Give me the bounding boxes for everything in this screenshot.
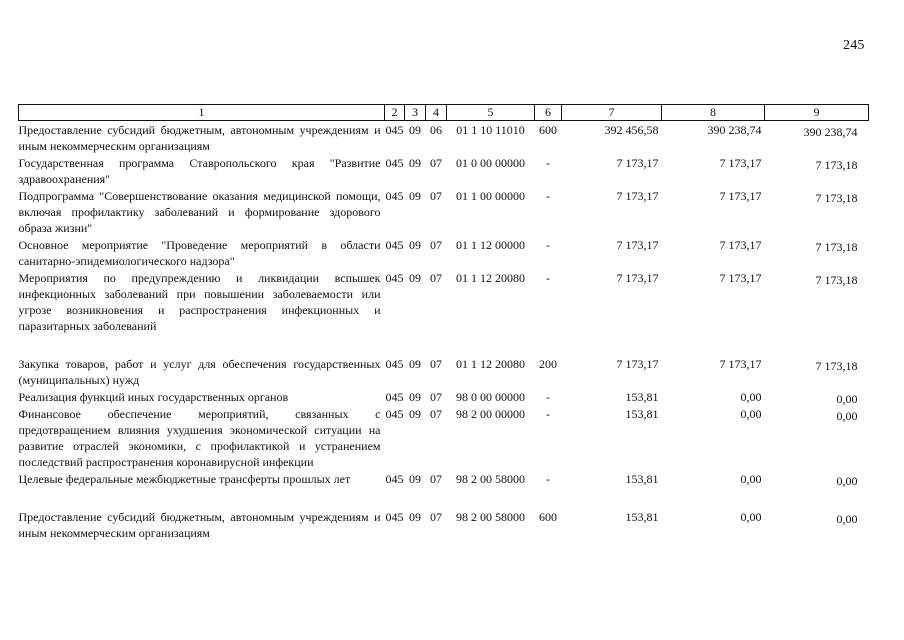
row-csr: 01 1 12 20080	[456, 357, 525, 371]
row-name: Мероприятия по предупреждению и ликвидации вспышек инфекционных заболеваний при повышении заболеваемости или угрозе возникновения и распространения инфекционных и паразитарных заболеваний	[18, 271, 381, 333]
row-col9-value: 7 173,18	[815, 240, 858, 254]
row-name: Государственная программа Ставропольского края "Развитие здравоохранения"	[18, 156, 381, 186]
row-vr: 200	[539, 357, 557, 371]
row-rz: 09	[409, 271, 421, 285]
row-csr: 98 2 00 58000	[456, 472, 525, 486]
row-csr: 01 0 00 00000	[456, 156, 525, 170]
row-pr: 07	[430, 271, 442, 285]
row-pr: 07	[430, 407, 442, 421]
row-name: Финансовое обеспечение мероприятий, связанных с предотвращением влияния ухудшения экономической ситуации на развитие отраслей экономики, с профилактикой и устранением последствий распространения коронавирусной инфекции	[18, 407, 381, 469]
row-col9-value: 0,00	[836, 512, 858, 526]
row-rz: 09	[409, 472, 421, 486]
row-csr: 98 0 00 00000	[456, 390, 525, 404]
row-name: Подпрограмма "Совершенствование оказания медицинской помощи, включая профилактику заболеваний и формирование здорового образа жизни"	[18, 189, 381, 235]
row-csr: 01 1 00 00000	[456, 189, 525, 203]
row-col8: 7 173,17	[719, 357, 762, 371]
row-pr: 07	[430, 156, 442, 170]
row-gr: 045	[385, 390, 404, 404]
row-vr: 600	[539, 510, 557, 524]
table-row	[19, 508, 869, 541]
row-rz: 09	[409, 390, 421, 404]
row-col9-value: 0,00	[836, 392, 858, 406]
row-vr: -	[546, 390, 550, 404]
row-col9	[765, 355, 869, 388]
budget-table	[18, 104, 869, 541]
row-col9-value: 0,00	[836, 474, 858, 488]
table-row	[19, 121, 869, 155]
row-col9	[765, 154, 869, 187]
row-col8: 7 173,17	[719, 238, 762, 252]
row-csr: 98 2 00 58000	[456, 510, 525, 524]
header-cell: 4	[426, 105, 447, 121]
row-col7: 7 173,17	[616, 156, 659, 170]
row-col9-value: 7 173,18	[815, 359, 858, 373]
row-pr: 07	[430, 510, 442, 524]
row-col8: 0,00	[740, 390, 762, 404]
header-cell: 7	[562, 105, 662, 121]
row-vr: -	[546, 238, 550, 252]
table-row	[19, 405, 869, 470]
row-col9	[765, 121, 869, 155]
row-col9	[765, 269, 869, 334]
spacer-row	[19, 334, 869, 355]
row-name: Основное мероприятие "Проведение мероприятий в области санитарно-эпидемиологического надзора"	[18, 238, 381, 268]
row-csr: 01 1 12 00000	[456, 238, 525, 252]
row-gr: 045	[385, 189, 404, 203]
row-gr: 045	[385, 472, 404, 486]
row-vr: -	[546, 189, 550, 203]
row-col8: 7 173,17	[719, 271, 762, 285]
row-name: Предоставление субсидий бюджетным, автономным учреждениям и иным некоммерческим организациям	[18, 123, 381, 153]
spacer-cell	[19, 487, 869, 508]
row-pr: 07	[430, 189, 442, 203]
row-col7: 153,81	[625, 407, 659, 421]
row-rz: 09	[409, 407, 421, 421]
row-name: Закупка товаров, работ и услуг для обеспечения государственных (муниципальных) нужд	[18, 357, 381, 387]
row-col9-value: 7 173,18	[815, 273, 858, 287]
row-pr: 07	[430, 238, 442, 252]
row-col8: 0,00	[740, 407, 762, 421]
row-rz: 09	[409, 510, 421, 524]
spacer-cell	[19, 334, 869, 355]
row-col9-value: 0,00	[836, 409, 858, 423]
table-row	[19, 269, 869, 334]
row-name: Реализация функций иных государственных органов	[18, 390, 289, 404]
row-col7: 7 173,17	[616, 271, 659, 285]
row-gr: 045	[385, 238, 404, 252]
row-gr: 045	[385, 510, 404, 524]
row-rz: 09	[409, 123, 421, 137]
header-cell: 9	[765, 105, 869, 121]
row-col9	[765, 388, 869, 405]
row-col8: 7 173,17	[719, 189, 762, 203]
row-vr: -	[546, 472, 550, 486]
row-vr: -	[546, 407, 550, 421]
spacer-row	[19, 487, 869, 508]
row-col9	[765, 236, 869, 269]
row-col7: 7 173,17	[616, 238, 659, 252]
row-gr: 045	[385, 357, 404, 371]
row-rz: 09	[409, 238, 421, 252]
row-col7: 153,81	[625, 390, 659, 404]
row-csr: 98 2 00 00000	[456, 407, 525, 421]
row-vr: -	[546, 156, 550, 170]
row-pr: 07	[430, 357, 442, 371]
header-cell: 2	[385, 105, 405, 121]
table-row	[19, 187, 869, 236]
table-row	[19, 236, 869, 269]
row-name: Предоставление субсидий бюджетным, автономным учреждениям и иным некоммерческим организациям	[18, 510, 381, 540]
row-gr: 045	[385, 407, 404, 421]
row-col7: 7 173,17	[616, 357, 659, 371]
row-col7: 392 456,58	[604, 123, 659, 137]
row-col9-value: 7 173,18	[815, 191, 858, 205]
row-name: Целевые федеральные межбюджетные трансферты прошлых лет	[18, 472, 351, 486]
row-csr: 01 1 10 11010	[456, 123, 525, 137]
row-csr: 01 1 12 20080	[456, 271, 525, 285]
header-cell: 1	[19, 105, 385, 121]
row-pr: 06	[430, 123, 442, 137]
table-row	[19, 470, 869, 487]
table-header-row	[19, 105, 869, 121]
table-row	[19, 388, 869, 405]
row-col7: 153,81	[625, 510, 659, 524]
row-col9	[765, 470, 869, 487]
row-vr: 600	[539, 123, 557, 137]
row-col7: 153,81	[625, 472, 659, 486]
table-row	[19, 355, 869, 388]
row-rz: 09	[409, 156, 421, 170]
row-col9	[765, 187, 869, 236]
row-col8: 0,00	[740, 472, 762, 486]
row-gr: 045	[385, 123, 404, 137]
row-col8: 7 173,17	[719, 156, 762, 170]
row-gr: 045	[385, 156, 404, 170]
row-col9	[765, 508, 869, 541]
row-rz: 09	[409, 357, 421, 371]
row-pr: 07	[430, 390, 442, 404]
row-gr: 045	[385, 271, 404, 285]
row-col9-value: 390 238,74	[803, 125, 858, 139]
row-pr: 07	[430, 472, 442, 486]
row-col9	[765, 405, 869, 470]
page-number: 245	[843, 38, 865, 53]
header-cell: 3	[405, 105, 426, 121]
row-col8: 0,00	[740, 510, 762, 524]
row-col8: 390 238,74	[707, 123, 762, 137]
row-col9-value: 7 173,18	[815, 158, 858, 172]
row-rz: 09	[409, 189, 421, 203]
row-vr: -	[546, 271, 550, 285]
header-cell: 6	[535, 105, 562, 121]
header-cell: 8	[662, 105, 765, 121]
header-cell: 5	[447, 105, 535, 121]
row-col7: 7 173,17	[616, 189, 659, 203]
table-row	[19, 154, 869, 187]
